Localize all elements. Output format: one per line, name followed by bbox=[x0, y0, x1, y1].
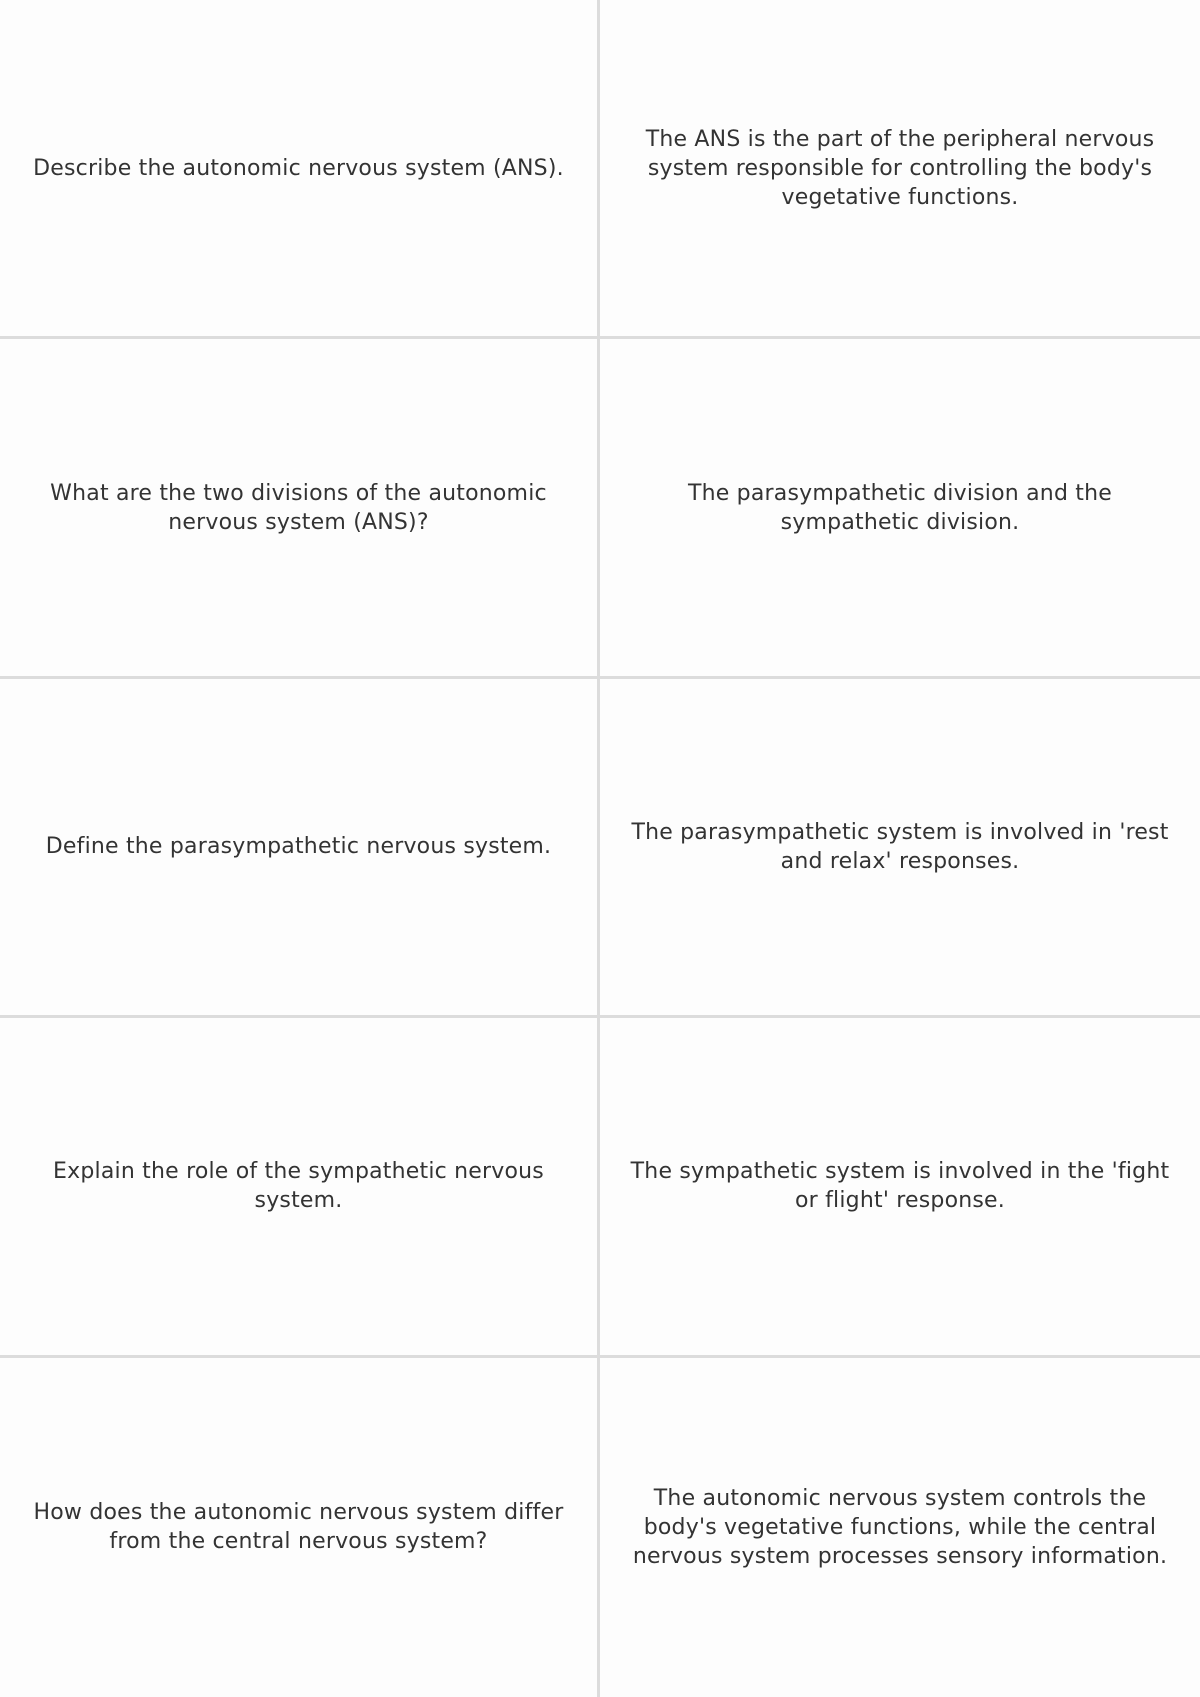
answer-text: The sympathetic system is involved in the 'fight or flight' response. bbox=[630, 1159, 1170, 1214]
card-question bbox=[0, 339, 600, 678]
answer-text: The parasympathetic division and the sympathetic division. bbox=[687, 480, 1113, 535]
question-text: What are the two divisions of the autonomic nervous system (ANS)? bbox=[50, 480, 547, 535]
card-answer bbox=[600, 679, 1200, 1018]
answer-text: The ANS is the part of the peripheral nervous system responsible for controlling the body's vegetative functions. bbox=[645, 126, 1155, 210]
card-answer bbox=[600, 0, 1200, 339]
question-text: Define the parasympathetic nervous system. bbox=[45, 834, 552, 860]
question-text: Explain the role of the sympathetic nervous system. bbox=[53, 1159, 544, 1214]
answer-text: The parasympathetic system is involved in 'rest and relax' responses. bbox=[631, 819, 1169, 874]
card-question bbox=[0, 1358, 600, 1697]
card-question bbox=[0, 679, 600, 1018]
card-answer bbox=[600, 1358, 1200, 1697]
card-question bbox=[0, 0, 600, 339]
question-text: How does the autonomic nervous system differ from the central nervous system? bbox=[33, 1500, 564, 1555]
answer-text: The autonomic nervous system controls the body's vegetative functions, while the central nervous system processes sensory information. bbox=[632, 1485, 1168, 1569]
question-text: Describe the autonomic nervous system (ANS). bbox=[33, 155, 564, 181]
card-answer bbox=[600, 1018, 1200, 1357]
card-question bbox=[0, 1018, 600, 1357]
card-answer bbox=[600, 339, 1200, 678]
